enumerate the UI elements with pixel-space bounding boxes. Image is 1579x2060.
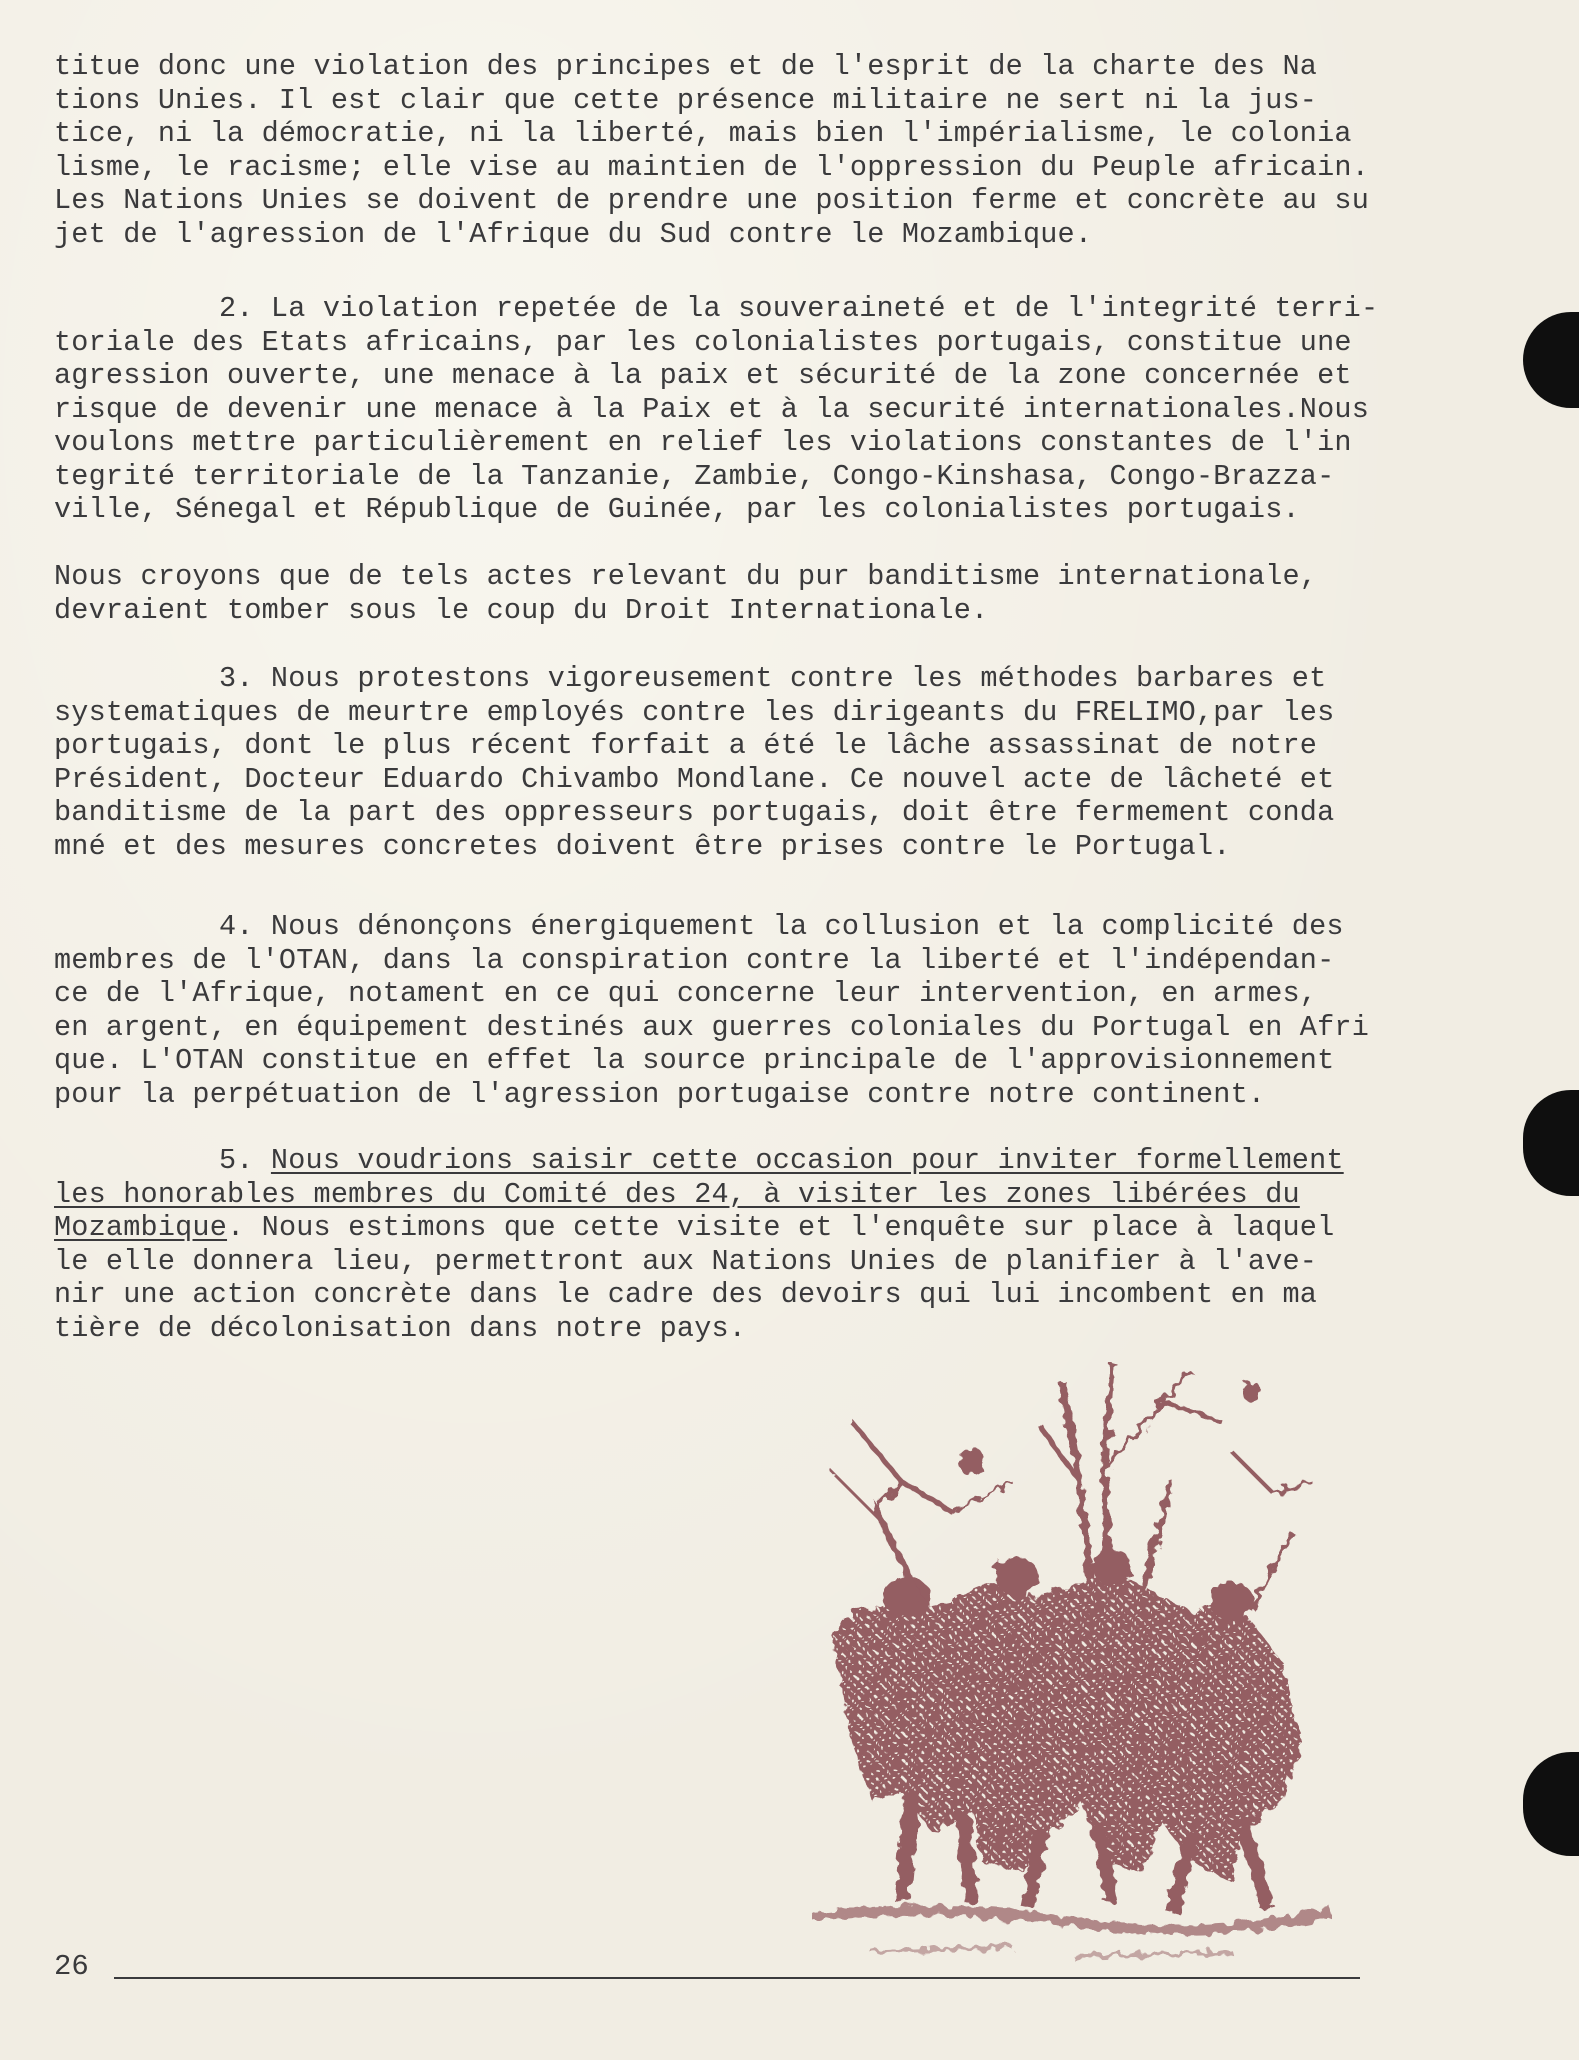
text-line bbox=[54, 1211, 1454, 1245]
text-line: 3. Nous protestons vigoreusement contre les méthodes barbares et bbox=[219, 662, 1327, 695]
punch-hole bbox=[1523, 1752, 1579, 1856]
text-line: tions Unies. Il est clair que cette présence militaire ne sert ni la jus- bbox=[54, 83, 1318, 117]
text-line: pour la perpétuation de l'agression portugaise contre notre continent. bbox=[54, 1077, 1266, 1111]
text-line: 2. La violation repetée de la souveraineté et de l'integrité terri- bbox=[219, 292, 1379, 325]
text-fragment: . Nous estimons que cette visite et l'enquête sur place à laquel bbox=[227, 1211, 1335, 1244]
text-line: agression ouverte, une menace à la paix et sécurité de la zone concernée et bbox=[54, 359, 1352, 392]
paragraph-2 bbox=[54, 292, 1454, 527]
text-line: nir une action concrète dans le cadre des devoirs qui lui incombent en ma bbox=[54, 1278, 1318, 1311]
text-line: Les Nations Unies se doivent de prendre une position ferme et concrète au su bbox=[54, 184, 1370, 217]
text-line bbox=[54, 1144, 1454, 1178]
item-number: 5. bbox=[219, 1144, 271, 1177]
text-line: tegrité territoriale de la Tanzanie, Zambie, Congo-Kinshasa, Congo-Brazza- bbox=[54, 459, 1335, 493]
text-line: tice, ni la démocratie, ni la liberté, mais bien l'impérialisme, le colonia bbox=[54, 117, 1352, 150]
text-line: devraient tomber sous le coup du Droit Internationale. bbox=[54, 593, 989, 627]
text-line: membres de l'OTAN, dans la conspiration contre la liberté et l'indépendan- bbox=[54, 943, 1335, 977]
punch-hole bbox=[1523, 1090, 1579, 1196]
text-line: voulons mettre particulièrement en relief les violations constantes de l'in bbox=[54, 426, 1352, 459]
paragraph-5 bbox=[54, 910, 1454, 1111]
text-line: portugais, dont le plus récent forfait a été le lâche assassinat de notre bbox=[54, 729, 1318, 762]
page-number: 26 bbox=[54, 1950, 89, 1983]
punch-hole bbox=[1523, 312, 1579, 408]
footer-rule bbox=[114, 1977, 1360, 1979]
text-line: systematiques de meurtre employés contre les dirigeants du FRELIMO,par les bbox=[54, 695, 1335, 729]
text-line: en argent, en équipement destinés aux guerres coloniales du Portugal en Afri bbox=[54, 1010, 1370, 1044]
text-line bbox=[54, 1178, 1454, 1212]
text-line: jet de l'agression de l'Afrique du Sud contre le Mozambique. bbox=[54, 217, 1093, 251]
paragraph-1 bbox=[54, 50, 1454, 251]
paragraph-4 bbox=[54, 662, 1454, 863]
text-line: le elle donnera lieu, permettront aux Nations Unies de planifier à l'ave- bbox=[54, 1244, 1318, 1278]
text-line: 4. Nous dénonçons énergiquement la collusion et la complicité des bbox=[219, 910, 1344, 943]
text-line: titue donc une violation des principes et de l'esprit de la charte des Na bbox=[54, 50, 1318, 83]
text-line: Président, Docteur Eduardo Chivambo Mondlane. Ce nouvel acte de lâcheté et bbox=[54, 762, 1335, 796]
underlined-text: les honorables membres du Comité des 24, à visiter les zones libérées du bbox=[54, 1177, 1300, 1211]
text-line: tière de décolonisation dans notre pays. bbox=[54, 1311, 747, 1345]
text-line: ce de l'Afrique, notament en ce qui concerne leur intervention, en armes, bbox=[54, 977, 1318, 1010]
text-line: que. L'OTAN constitue en effet la source principale de l'approvisionnement bbox=[54, 1044, 1335, 1077]
text-line: mné et des mesures concretes doivent être prises contre le Portugal. bbox=[54, 829, 1231, 863]
text-line: risque de devenir une menace à la Paix et à la securité internationales.Nous bbox=[54, 392, 1370, 426]
paragraph-6 bbox=[54, 1144, 1454, 1345]
text-line: toriale des Etats africains, par les colonialistes portugais, constitue une bbox=[54, 325, 1352, 359]
underlined-text: Nous voudrions saisir cette occasion pour inviter formellement bbox=[270, 1144, 1344, 1177]
paragraph-3 bbox=[54, 560, 1454, 627]
text-line: ville, Sénegal et République de Guinée, par les colonialistes portugais. bbox=[54, 493, 1300, 526]
text-line: banditisme de la part des oppresseurs portugais, doit être fermement conda bbox=[54, 796, 1335, 829]
text-line: Nous croyons que de tels actes relevant du pur banditisme internationale, bbox=[54, 560, 1318, 593]
text-line: lisme, le racisme; elle vise au maintien de l'oppression du Peuple africain. bbox=[54, 150, 1370, 184]
guerrilla-fighters-print-icon bbox=[812, 1362, 1332, 1972]
underlined-text: Mozambique bbox=[54, 1211, 228, 1244]
